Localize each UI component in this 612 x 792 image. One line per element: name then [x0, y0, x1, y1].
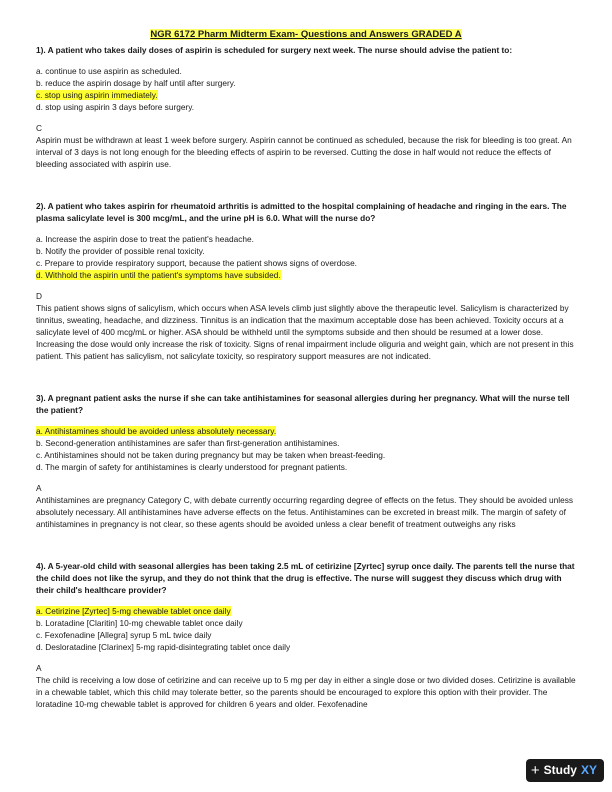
option-c: c. Prepare to provide respiratory support, because the patient shows signs of overdose. — [36, 257, 357, 268]
option-b: b. Second-generation antihistamines are safer than first-generation antihistamines. — [36, 438, 340, 449]
answer-letter: C — [36, 122, 42, 133]
question-3 — [36, 392, 576, 530]
rationale: This patient shows signs of salicylism, which occurs when ASA levels climb just slightly above the therapeutic level. Salicylism is characterized by tinnitus, sweating, headache, and dizziness. Tinnitus is an indication that the maximum acceptable dose has been achieved. Toxicity occurs at a salicylate level of 400 mcg/mL or higher. ASA should be withheld until the symptoms subside and then should be resumed at a lower dose. Increasing the dose would only increase the risk of toxicity. Signs of renal impairment include oliguria and weight gain, which are not present in this patient. This patient has salicylism, not salicylate toxicity, so respiratory support measures are not indicated. — [36, 303, 574, 362]
answer-letter: D — [36, 291, 42, 301]
answer-letter: A — [36, 663, 42, 674]
document-page — [36, 28, 576, 710]
rationale: The child is receiving a low dose of cetirizine and can receive up to 5 mg per day in either a single dose or two divided doses. Cetirizine is available in a chewable tablet, which this child may tolerate better, so the parents should be encouraged to explore this option with their provider. The loratadine 10-mg chewable tablet is approved for children 6 years and older. Fexofenadine — [36, 675, 576, 710]
question-stem: 3). A pregnant patient asks the nurse if she can take antihistamines for seasonal allergies during her pregnancy. What will the nurse tell the patient? — [36, 393, 570, 416]
option-c: c. Antihistamines should not be taken during pregnancy but may be taken when breast-feeding. — [36, 450, 386, 461]
question-stem: 1). A patient who takes daily doses of aspirin is scheduled for surgery next week. The nurse should advise the patient to: — [36, 44, 513, 55]
option-d: d. stop using aspirin 3 days before surgery. — [36, 101, 195, 112]
option-d: d. The margin of safety for antihistamines is clearly understood for pregnant patients. — [36, 462, 348, 473]
option-b: b. Loratadine [Claritin] 10-mg chewable tablet once daily — [36, 618, 243, 629]
option-b: b. Notify the provider of possible renal toxicity. — [36, 245, 205, 256]
option-c: c. Fexofenadine [Allegra] syrup 5 mL twice daily — [36, 630, 212, 641]
option-b: b. reduce the aspirin dosage by half until after surgery. — [36, 77, 236, 88]
question-1 — [36, 44, 576, 170]
rationale: Aspirin must be withdrawn at least 1 week before surgery. Aspirin cannot be continued as scheduled, because the risk for bleeding is too great. An interval of 3 days is not long enough for the bleeding effects of aspirin to be reversed. Cutting the dose in half would not reduce the effects of bleeding associated with aspirin use. — [36, 134, 572, 169]
option-d-highlighted: d. Withhold the aspirin until the patient's symptoms have subsided. — [36, 269, 281, 280]
watermark-study: Study — [543, 762, 577, 777]
option-d: d. Desloratadine [Clarinex] 5-mg rapid-disintegrating tablet once daily — [36, 642, 291, 653]
answer-letter: A — [36, 483, 42, 494]
option-a-highlighted: a. Antihistamines should be avoided unless absolutely necessary. — [36, 426, 277, 437]
option-a: a. continue to use aspirin as scheduled. — [36, 65, 182, 76]
question-4 — [36, 560, 576, 710]
question-stem: 4). A 5-year-old child with seasonal allergies has been taking 2.5 mL of cetirizine [Zyrtec] syrup once daily. The parents tell the nurse that the child does not like the syrup, and they do not think that the drug is effective. The nurse will suggest they discuss which drug with their child's healthcare provider? — [36, 561, 575, 596]
question-2 — [36, 200, 576, 362]
question-stem: 2). A patient who takes aspirin for rheumatoid arthritis is admitted to the hospital complaining of headache and ringing in the ears. The plasma salicylate level is 300 mcg/mL, and the urine pH is 6.0. What will the nurse do? — [36, 200, 567, 223]
plus-icon: + — [530, 761, 540, 779]
option-a-highlighted: a. Cetirizine [Zyrtec] 5-mg chewable tablet once daily — [36, 606, 231, 617]
option-a: a. Increase the aspirin dose to treat the patient's headache. — [36, 233, 254, 244]
rationale: Antihistamines are pregnancy Category C, with debate currently occurring regarding degree of effects on the fetus. They should be avoided unless absolutely necessary. All antihistamines have adverse effects on the fetus. Antihistamines can be excreted in breast milk. The margin of safety of antihistamines in pregnancy is not clear, so these agents should be avoided unless a clear benefit of treatment outweighs any risks — [36, 495, 574, 530]
option-c-highlighted: c. stop using aspirin immediately. — [36, 89, 158, 100]
watermark-xy: XY — [580, 762, 597, 777]
document-title: NGR 6172 Pharm Midterm Exam- Questions and Answers GRADED A — [150, 29, 462, 40]
studyxy-watermark[interactable] — [526, 759, 604, 782]
